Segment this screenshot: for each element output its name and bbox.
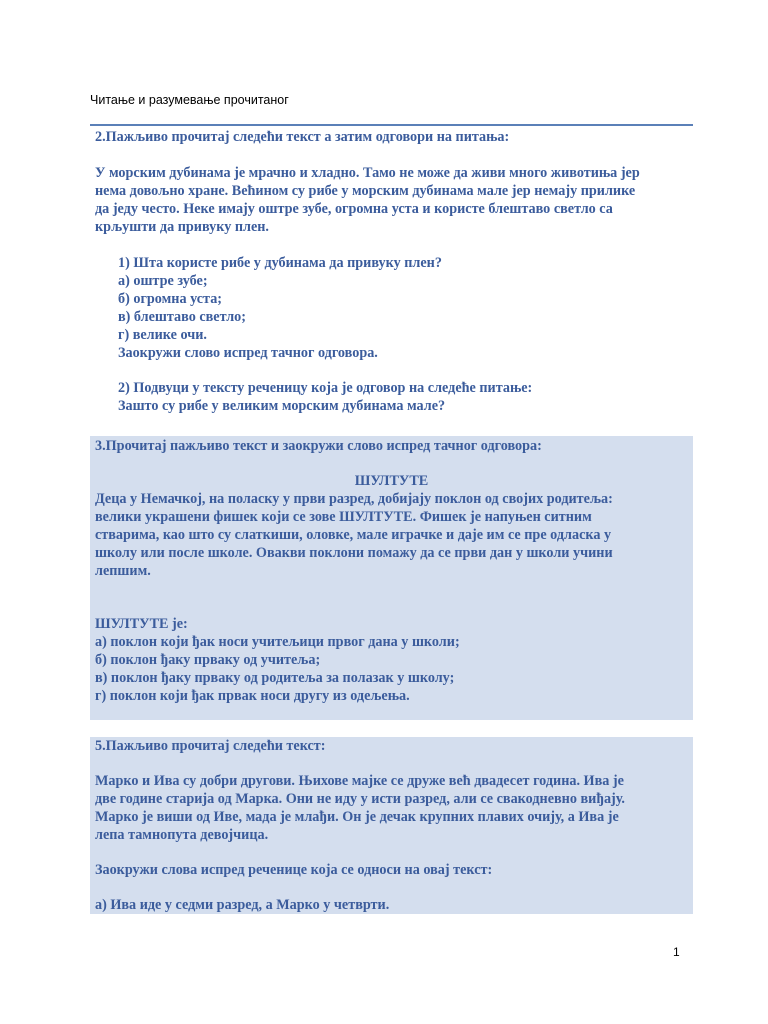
question-1-option-d: г) велике очи. <box>118 327 207 343</box>
exercise-2-paragraph-line: нема довољно хране. Већином су рибе у морским дубинама мале јер немају прилике <box>95 183 636 199</box>
exercise-5-paragraph-line: Марко и Ива су добри другови. Њихове мајке се друже већ двадесет година. Ива је <box>95 773 624 789</box>
exercise-5-paragraph-line: лепа тамнопута девојчица. <box>95 827 269 843</box>
exercise-5-paragraph-line: две године старија од Марка. Они не иду у исти разред, али се свакодневно виђају. <box>95 791 625 807</box>
exercise-3-paragraph-line: лепшим. <box>95 563 151 579</box>
exercise-5-section <box>90 737 693 914</box>
exercise-3-option-c: в) поклон ђаку прваку од родитеља за полазак у школу; <box>95 670 455 686</box>
exercise-3-option-a: а) поклон који ђак носи учитељици првог дана у школи; <box>95 634 460 650</box>
document-header: Читање и разумевање прочитаног <box>90 93 289 107</box>
exercise-3-option-d: г) поклон који ђак првак носи другу из одељења. <box>95 688 410 704</box>
question-1-option-c: в) блештаво светло; <box>118 309 246 325</box>
story-title: ШУЛТУТЕ <box>354 473 429 489</box>
page-number: 1 <box>673 945 680 959</box>
exercise-2-paragraph-line: У морским дубинама је мрачно и хладно. Тамо не може да живи много животиња јер <box>95 165 640 181</box>
exercise-2-paragraph-line: крљушти да привуку плен. <box>95 219 269 235</box>
exercise-3-option-b: б) поклон ђаку прваку од учитеља; <box>95 652 321 668</box>
question-2-subquestion: Зашто су рибе у великим морским дубинама мале? <box>118 398 446 414</box>
exercise-5-heading: 5.Пажљиво прочитај следећи текст: <box>95 738 326 754</box>
exercise-5-option-a: а) Ива иде у седми разред, а Марко у четврти. <box>95 897 390 913</box>
question-1-option-a: а) оштре зубе; <box>118 273 208 289</box>
exercise-3-paragraph-line: школу или после школе. Овакви поклони помажу да се први дан у школи учини <box>95 545 613 561</box>
question-1-text: 1) Шта користе рибе у дубинама да привуку плен? <box>118 255 442 271</box>
exercise-3-section <box>90 436 693 720</box>
exercise-2-paragraph-line: да једу често. Неке имају оштре зубе, огромна уста и користе блештаво светло са <box>95 201 613 217</box>
exercise-5-instruction: Заокружи слова испред реченице која се односи на овај текст: <box>95 862 493 878</box>
exercise-3-paragraph-line: велики украшени фишек који се зове ШУЛТУТЕ. Фишек је напуњен ситним <box>95 509 592 525</box>
question-2-text: 2) Подвуци у тексту реченицу која је одговор на следеће питање: <box>118 380 533 396</box>
exercise-3-paragraph-line: стварима, као што су слаткиши, оловке, мале играчке и даје им се пре одласка у <box>95 527 612 543</box>
question-1-instruction: Заокружи слово испред тачног одговора. <box>118 345 378 361</box>
exercise-2-heading: 2.Пажљиво прочитај следећи текст а затим одговори на питања: <box>95 129 510 145</box>
exercise-3-heading: 3.Прочитај пажљиво текст и заокружи слово испред тачног одговора: <box>95 438 542 454</box>
exercise-3-paragraph-line: Деца у Немачкој, на поласку у први разред, добијају поклон од својих родитеља: <box>95 491 613 507</box>
question-1-option-b: б) огромна уста; <box>118 291 223 307</box>
exercise-5-paragraph-line: Марко је виши од Иве, мада је млађи. Он је дечак крупних плавих очију, а Ива је <box>95 809 619 825</box>
exercise-2-section <box>90 124 693 439</box>
exercise-3-question: ШУЛТУТЕ је: <box>95 616 188 632</box>
